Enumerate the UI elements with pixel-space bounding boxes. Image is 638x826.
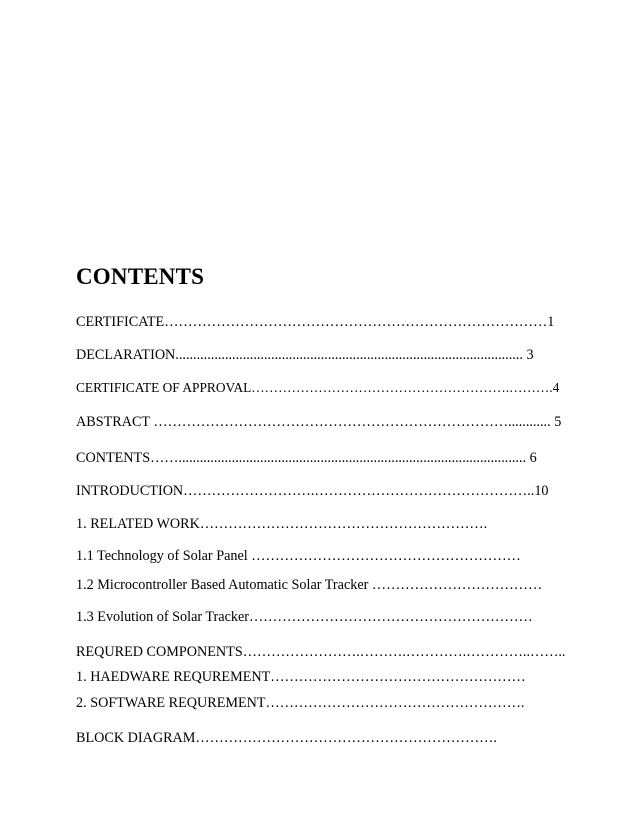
toc-entry-related-work: 1. RELATED WORK…………………………………………………….: [76, 516, 488, 532]
toc-entry-microcontroller-solar-tracker: 1.2 Microcontroller Based Automatic Solar Tracker ………………………………: [76, 577, 543, 593]
toc-entry-block-diagram: BLOCK DIAGRAM……………………………………………………….: [76, 730, 497, 746]
toc-entry-certificate-of-approval: CERTIFICATE OF APPROVAL………………………………………………….……….4: [76, 380, 560, 395]
toc-entry-required-components: REQURED COMPONENTS…………………….……….………….…………..……..: [76, 644, 566, 660]
toc-entry-certificate: CERTIFICATE………………………………………………………………………1: [76, 314, 555, 330]
toc-entry-introduction: INTRODUCTION……………………….………………………………………..10: [76, 483, 549, 499]
contents-heading: CONTENTS: [76, 264, 205, 289]
toc-entry-technology-of-solar-panel: 1.1 Technology of Solar Panel …………………………………………………: [76, 548, 521, 564]
toc-entry-evolution-of-solar-tracker: 1.3 Evolution of Solar Tracker……………………………………………………: [76, 609, 533, 625]
toc-entry-hardware-requirement: 1. HAEDWARE REQUREMENT………………………………………………: [76, 669, 526, 685]
toc-entry-contents: CONTENTS…….................................................................................................. 6: [76, 450, 537, 466]
toc-entry-abstract: ABSTRACT …………………………………………………………………............ 5: [76, 414, 562, 430]
toc-entry-declaration: DECLARATION.................................................................................................. 3: [76, 347, 534, 363]
toc-entry-software-requirement: 2. SOFTWARE REQUREMENT……………………………………………….: [76, 695, 525, 711]
